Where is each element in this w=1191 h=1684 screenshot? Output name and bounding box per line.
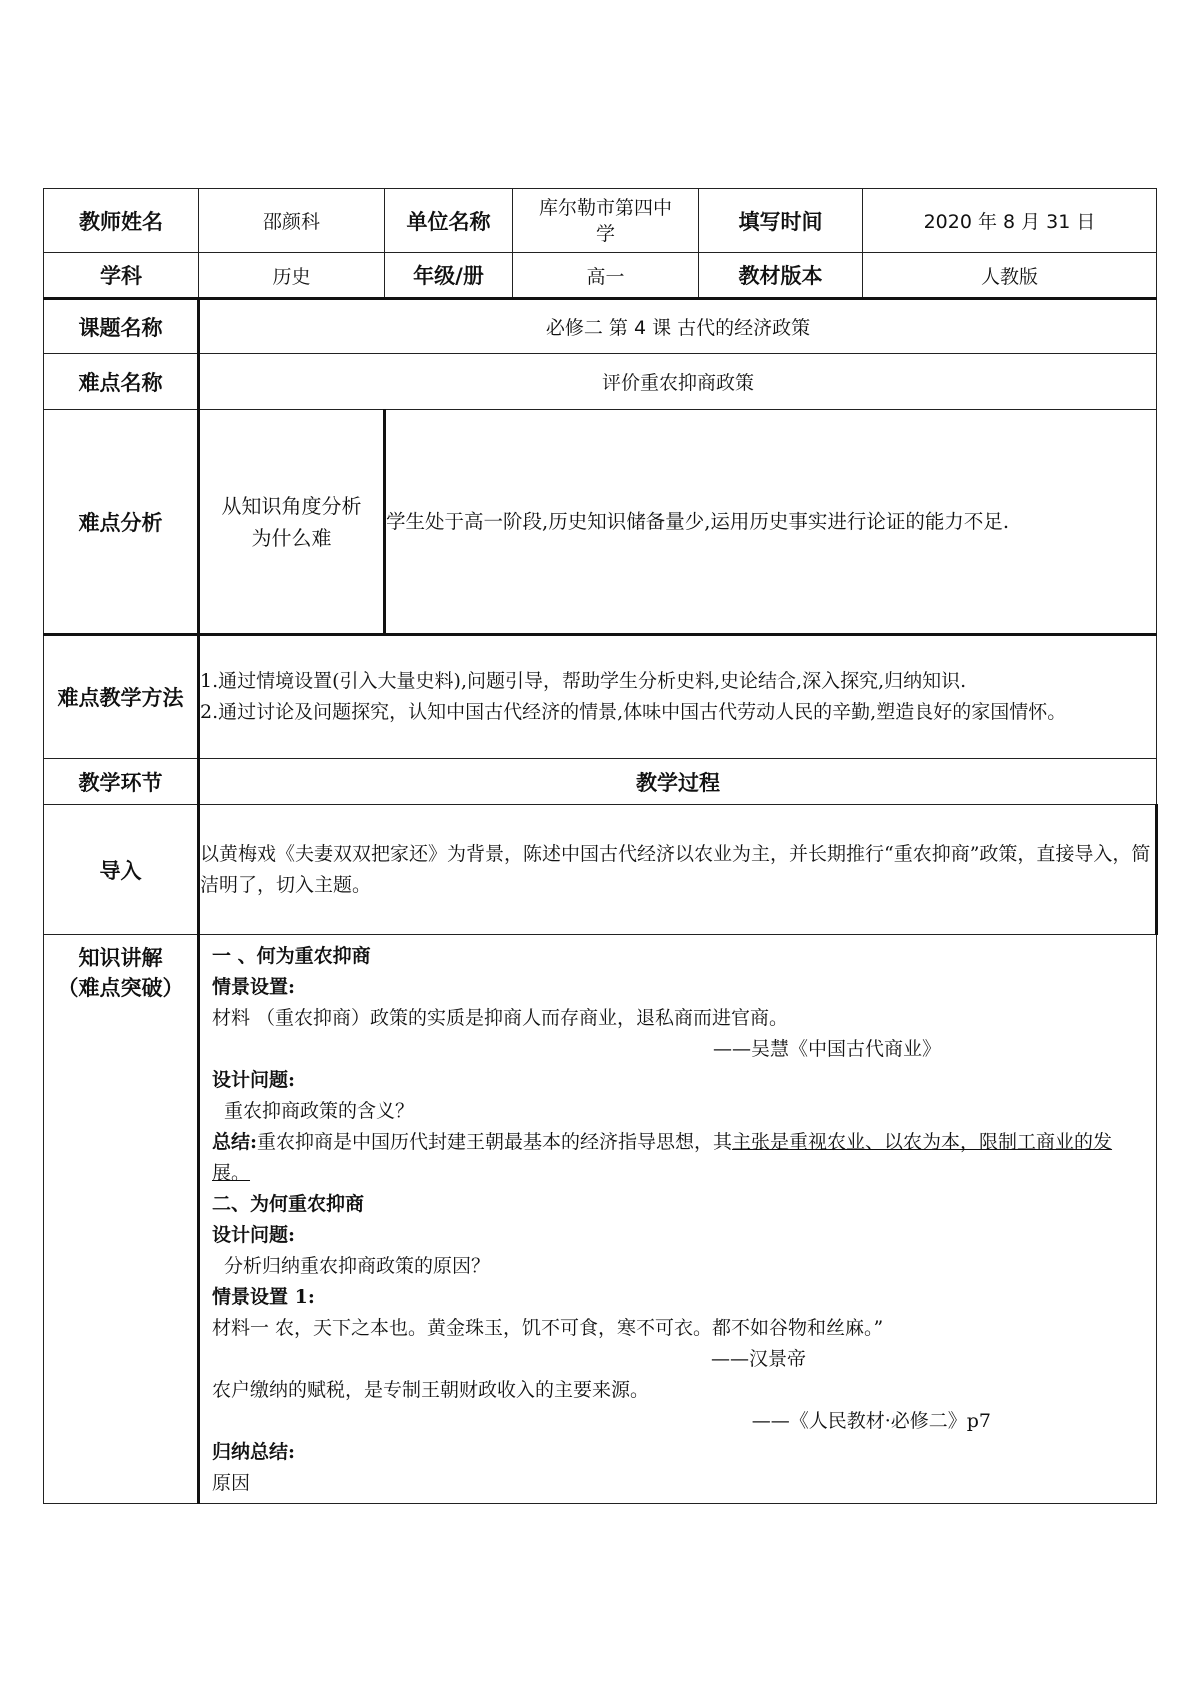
knowledge-label-line-1: 知识讲解 (78, 946, 163, 970)
topic-value: 必修二 第 4 课 古代的经济政策 (199, 299, 1157, 354)
method-content (199, 635, 1157, 759)
section-2-title: 二、为何重农抑商 (212, 1193, 365, 1215)
subject-label: 学科 (44, 253, 199, 299)
summary-paragraph (212, 1127, 1146, 1189)
grade-value: 高一 (513, 253, 699, 299)
topic-row (44, 299, 1157, 354)
method-label: 难点教学方法 (44, 635, 199, 759)
analysis-row (44, 410, 1157, 635)
analysis-label: 难点分析 (44, 410, 199, 635)
analysis-value: 学生处于高一阶段,历史知识储备量少,运用历史事实进行论证的能力不足. (385, 410, 1157, 635)
fill-date-label: 填写时间 (699, 189, 863, 253)
edition-value: 人教版 (863, 253, 1157, 299)
material-source-1: ——吴慧《中国古代商业》 (712, 1038, 941, 1060)
unit-name-label: 单位名称 (385, 189, 513, 253)
difficulty-row (44, 354, 1157, 410)
design-question-1: 重农抑商政策的含义？ (224, 1100, 415, 1122)
teacher-name-value: 邵颜科 (199, 189, 385, 253)
knowledge-label-line-2: （难点突破） (57, 976, 184, 1000)
method-line-1: 1.通过情境设置(引入大量史料),问题引导，帮助学生分析史料,史论结合,深入探究,归纳知识. (200, 670, 967, 692)
unit-name-value: 库尔勒市第四中学 (513, 189, 699, 253)
conclusion-label: 归纳总结: (212, 1441, 296, 1463)
difficulty-value: 评价重农抑商政策 (199, 354, 1157, 410)
fill-date-value: 2020 年 8 月 31 日 (863, 189, 1157, 253)
knowledge-label (44, 935, 199, 1504)
intro-label: 导入 (44, 805, 199, 935)
edition-label: 教材版本 (699, 253, 863, 299)
material-2-text: 农户缴纳的赋税，是专制王朝财政收入的主要来源。 (212, 1379, 650, 1401)
header-row-1 (44, 189, 1157, 253)
design-question-2: 分析归纳重农抑商政策的原因？ (224, 1255, 491, 1277)
intro-content: 以黄梅戏《夫妻双双把家还》为背景，陈述中国古代经济以农业为主，并长期推行“重农抑商”政策，直接导入，简洁明了，切入主题。 (199, 805, 1157, 935)
teacher-name-label: 教师姓名 (44, 189, 199, 253)
summary-label: 总结: (212, 1131, 258, 1153)
method-row (44, 635, 1157, 759)
material-text: 材料 （重农抑商）政策的实质是抑商人而存商业，退私商而进官商。 (212, 1007, 789, 1029)
section-1-title: 一 、何为重农抑商 (212, 945, 371, 967)
conclusion-text: 原因 (212, 1472, 251, 1494)
difficulty-label: 难点名称 (44, 354, 199, 410)
method-line-2: 2.通过讨论及问题探究，认知中国古代经济的情景,体味中国古代劳动人民的辛勤,塑造良好的家国情怀。 (200, 701, 1067, 723)
grade-label: 年级/册 (385, 253, 513, 299)
subject-value: 历史 (199, 253, 385, 299)
knowledge-row (44, 935, 1157, 1504)
intro-row (44, 805, 1157, 935)
process-header-row (44, 759, 1157, 805)
header-row-2 (44, 253, 1157, 299)
scene-setting-title: 情景设置: (212, 976, 296, 998)
analysis-sublabel: 从知识角度分析为什么难 (199, 410, 385, 635)
material-source-3: ——《人民教材·必修二》p7 (751, 1410, 991, 1432)
lesson-plan-table (43, 188, 1158, 1504)
design-question-title-2: 设计问题: (212, 1224, 296, 1246)
material-source-2: ——汉景帝 (710, 1348, 806, 1370)
teaching-step-label: 教学环节 (44, 759, 199, 805)
summary-text: 重农抑商是中国历代封建王朝最基本的经济指导思想，其 (257, 1131, 733, 1153)
topic-label: 课题名称 (44, 299, 199, 354)
material-1-text: 材料一 农，天下之本也。黄金珠玉，饥不可食，寒不可衣。都不如谷物和丝麻。” (212, 1317, 884, 1339)
scene-setting-1-title: 情景设置 1: (212, 1286, 315, 1308)
teaching-process-label: 教学过程 (199, 759, 1157, 805)
design-question-title-1: 设计问题: (212, 1069, 296, 1091)
summary-underlined: 主张是重视农业、以农为本，限制工商业的发展。 (212, 1131, 1113, 1184)
knowledge-content (199, 935, 1157, 1504)
